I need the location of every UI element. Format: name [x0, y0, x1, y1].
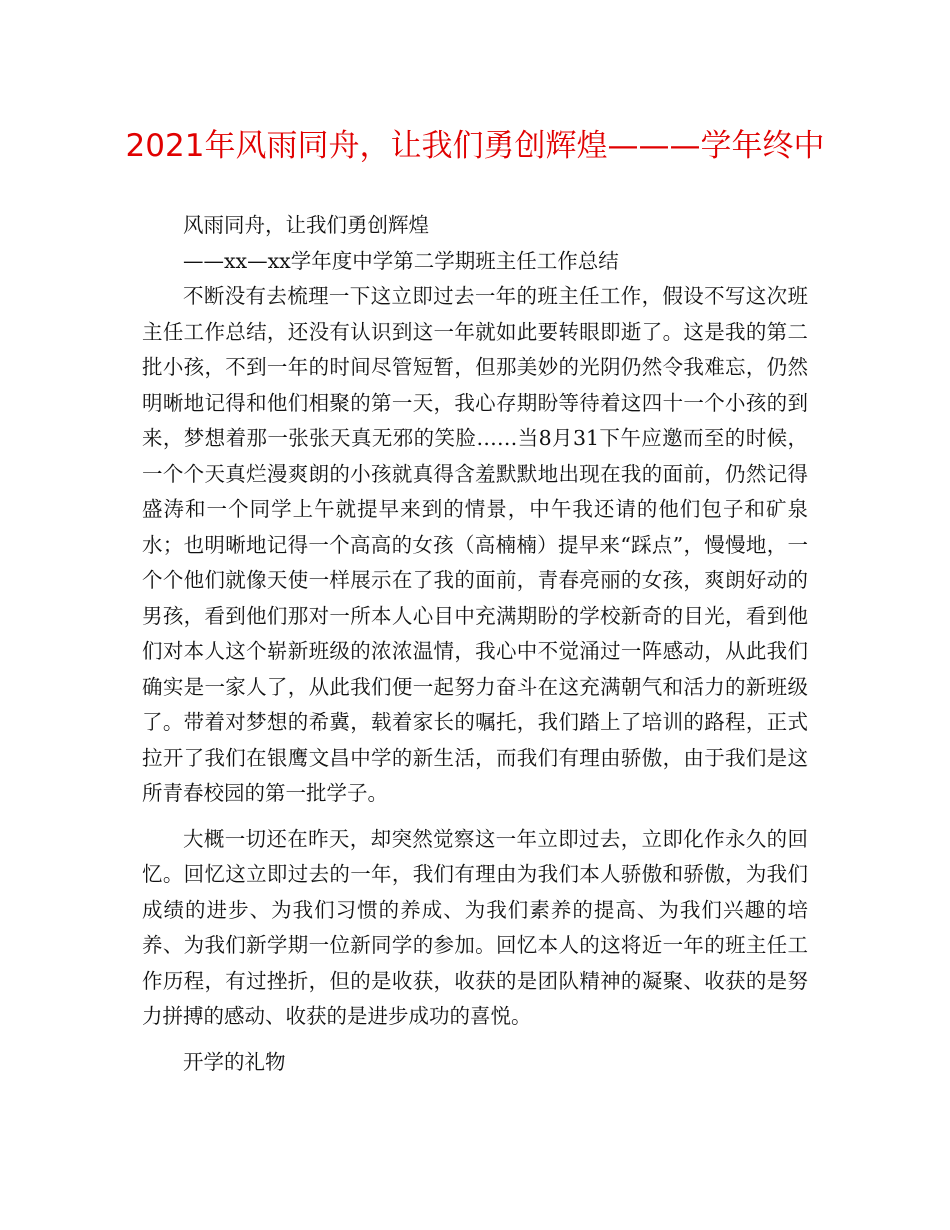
subtitle-byline: ——xx—xx学年度中学第二学期班主任工作总结 [183, 248, 619, 273]
body-paragraph-1: 不断没有去梳理一下这立即过去一年的班主任工作，假设不写这次班主任工作总结，还没有认识到这一年就如此要转眼即逝了。这是我的第二批小孩，不到一年的时间尽管短暂，但那美妙的光阴仍然令我难忘，仍然明晰地记得和他们相聚的第一天，我心存期盼等待着这四十一个小孩的到来，梦想着那一张张天真无邪的笑脸……当8月31下午应邀而至的时候，一个个天真烂漫爽朗的小孩就真得含羞默默地出现在我的面前，仍然记得盛涛和一个同学上午就提早来到的情景，中午我还请的他们包子和矿泉水；也明晰地记得一个高高的女孩（高楠楠）提早来“踩点”，慢慢地，一个个他们就像天使一样展示在了我的面前，青春亮丽的女孩，爽朗好动的男孩，看到他们那对一所本人心目中充满期盼的学校新奇的目光，看到他们对本人这个崭新班级的浓浓温情，我心中不觉涌过一阵感动，从此我们确实是一家人了，从此我们便一起努力奋斗在这充满朝气和活力的新班级了。带着对梦想的希冀，载着家长的嘱托，我们踏上了培训的路程，正式拉开了我们在银鹰文昌中学的新生活，而我们有理由骄傲，由于我们是这所青春校园的第一批学子。 [142, 284, 808, 805]
body-paragraph-2: 大概一切还在昨天，却突然觉察这一年立即过去，立即化作永久的回忆。回忆这立即过去的一年，我们有理由为我们本人骄傲和骄傲，为我们成绩的进步、为我们习惯的养成、为我们素养的提高、为我们兴趣的培养、为我们新学期一位新同学的参加。回忆本人的这将近一年的班主任工作历程，有过挫折，但的是收获，收获的是团队精神的凝聚、收获的是努力拼搏的感动、收获的是进步成功的喜悦。 [142, 826, 808, 1028]
document-body [142, 208, 808, 1080]
section-heading: 开学的礼物 [183, 1049, 286, 1074]
subtitle-paragraph: 风雨同舟，让我们勇创辉煌 [183, 213, 429, 237]
document-title: 2021年风雨同舟，让我们勇创辉煌———学年终中 [125, 128, 825, 164]
